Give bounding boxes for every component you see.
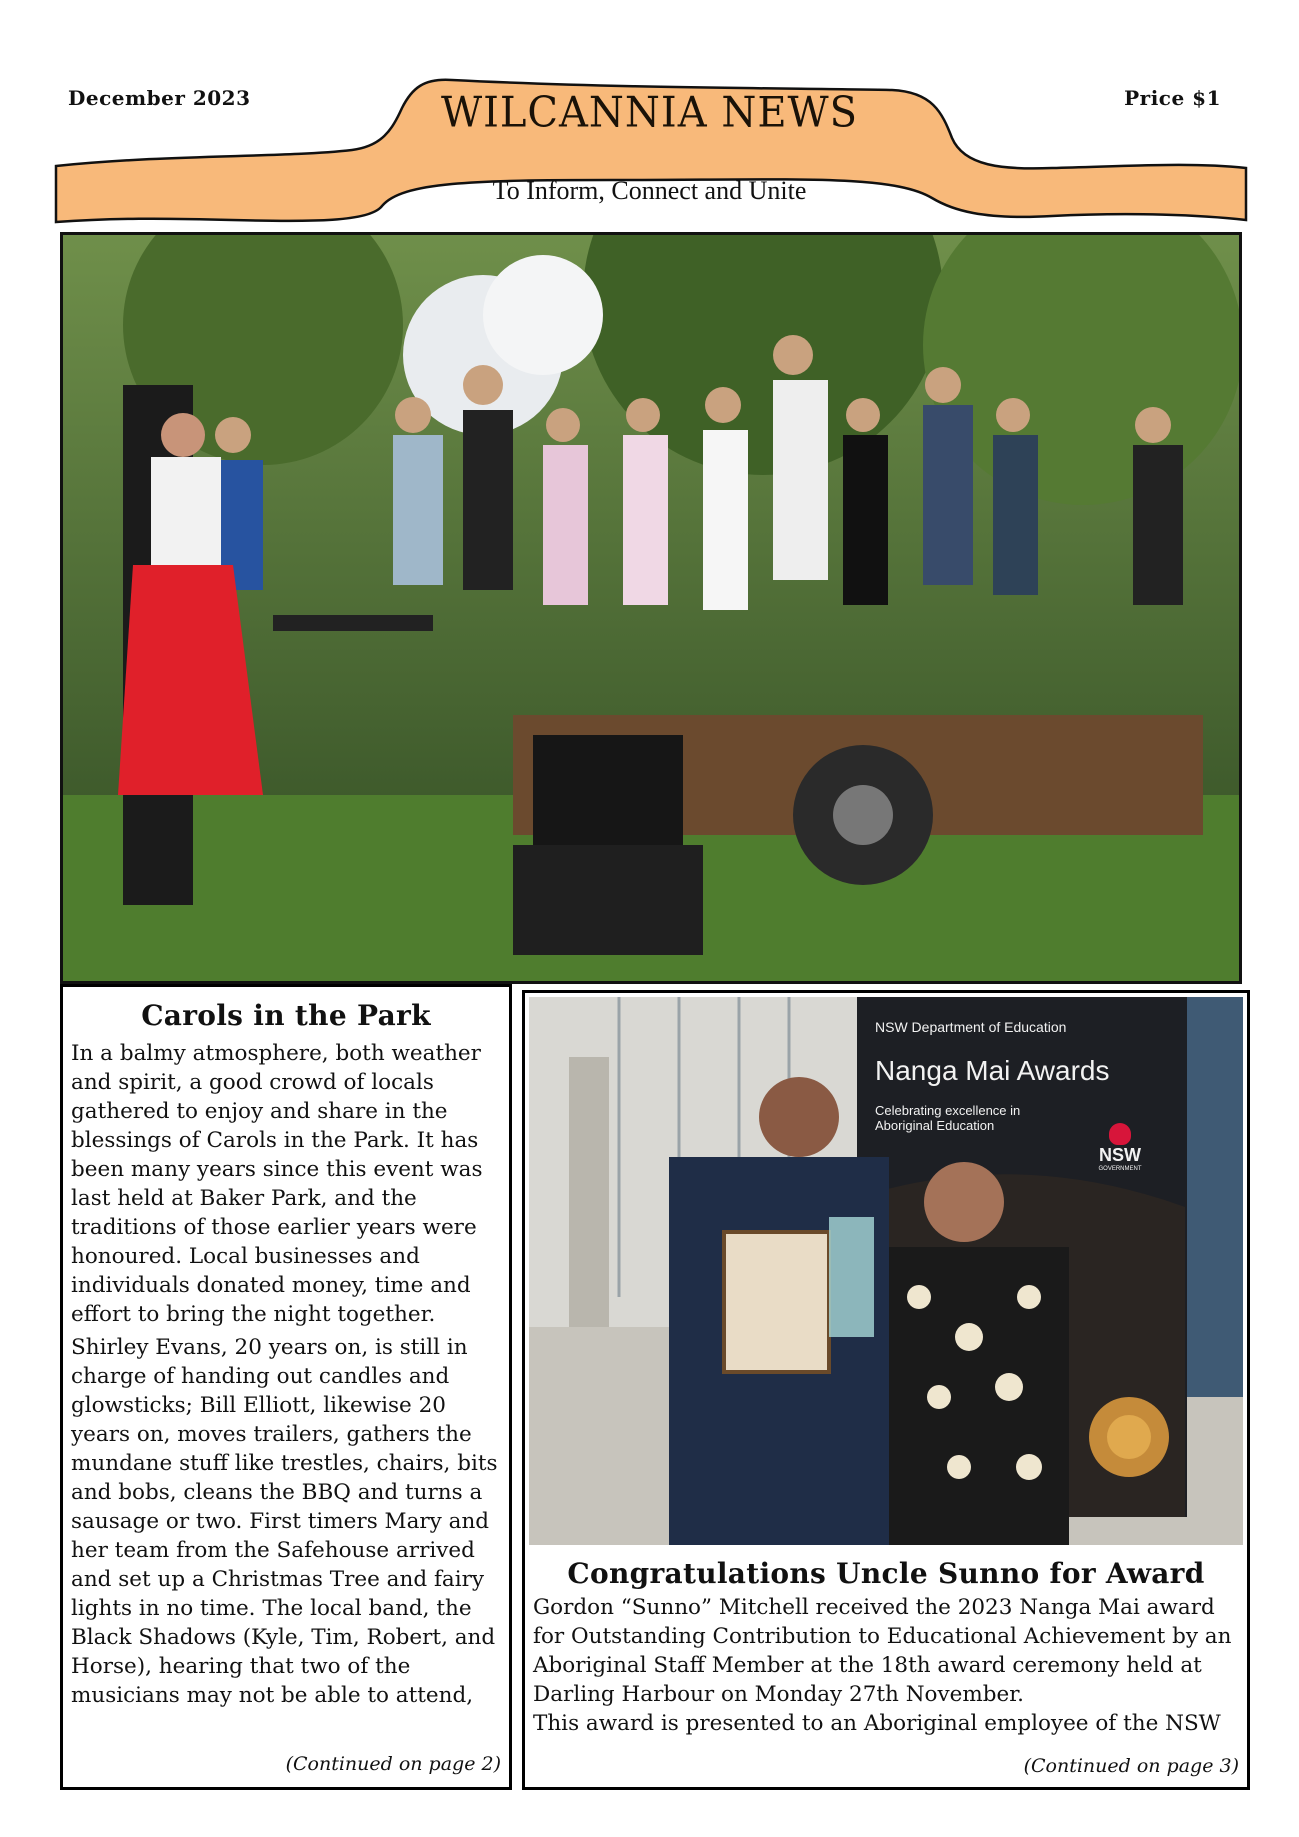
waratah-icon xyxy=(1109,1123,1131,1145)
carols-body xyxy=(71,1039,507,1710)
award-photo xyxy=(529,997,1243,1545)
award-title: Congratulations Uncle Sunno for Award xyxy=(567,1557,1205,1590)
carols-photo xyxy=(60,232,1242,984)
award-banner xyxy=(859,1013,1179,1172)
carols-paragraph-1: In a balmy atmosphere, both weather and spirit, a good crowd of locals gathered to enjoy and share in the blessings of Carols in the Park. It has been many years since this event was last held at Baker Park, and the traditions of those earlier years were honoured. Local businesses and individuals donated money, time and effort to bring the night together. xyxy=(71,1041,483,1327)
nsw-logo xyxy=(1085,1123,1155,1172)
nsw-logo-text: NSW xyxy=(1099,1145,1141,1165)
newspaper-title: WILCANNIA NEWS xyxy=(440,88,859,138)
award-paragraph-2: This award is presented to an Aboriginal employee of the NSW xyxy=(533,1711,1221,1736)
carols-photo-illustration xyxy=(63,235,1239,981)
award-article xyxy=(522,990,1250,1790)
newspaper-tagline: To Inform, Connect and Unite xyxy=(492,176,807,205)
issue-price: Price $1 xyxy=(1124,86,1221,110)
award-paragraph-1: Gordon “Sunno” Mitchell received the 2023 Nanga Mai award for Outstanding Contribution to Educational Achievement by an Aboriginal Staff Member at the 18th award ceremony held at Darling Harbour on Monday 27th November. xyxy=(533,1595,1232,1707)
issue-date: December 2023 xyxy=(68,86,251,110)
banner-subtitle-1: Celebrating excellence in xyxy=(875,1103,1021,1118)
banner-subtitle-2: Aboriginal Education xyxy=(875,1118,995,1133)
carols-title: Carols in the Park xyxy=(141,999,431,1032)
award-body xyxy=(533,1593,1241,1738)
carols-paragraph-2: Shirley Evans, 20 years on, is still in charge of handing out candles and glowsticks; Bill Elliott, likewise 20 years on, moves trailers, gathers the mundane stuff like trestles, chairs, bits and bobs, cleans the BBQ and turns a sausage or two. First timers Mary and her team from the Safehouse arrived and set up a Christmas Tree and fairy lights in no time. The local band, the Black Shadows (Kyle, Tim, Robert, and Horse), hearing that two of the musicians may not be able to attend, xyxy=(71,1335,498,1708)
banner-department: NSW Department of Education xyxy=(875,1019,1067,1035)
banner-award-name: Nanga Mai Awards xyxy=(875,1055,1110,1086)
carols-article xyxy=(60,984,512,1790)
carols-continued: (Continued on page 2) xyxy=(285,1753,501,1775)
award-continued: (Continued on page 3) xyxy=(1023,1755,1239,1777)
nsw-logo-subtext: GOVERNMENT xyxy=(1098,1166,1142,1172)
